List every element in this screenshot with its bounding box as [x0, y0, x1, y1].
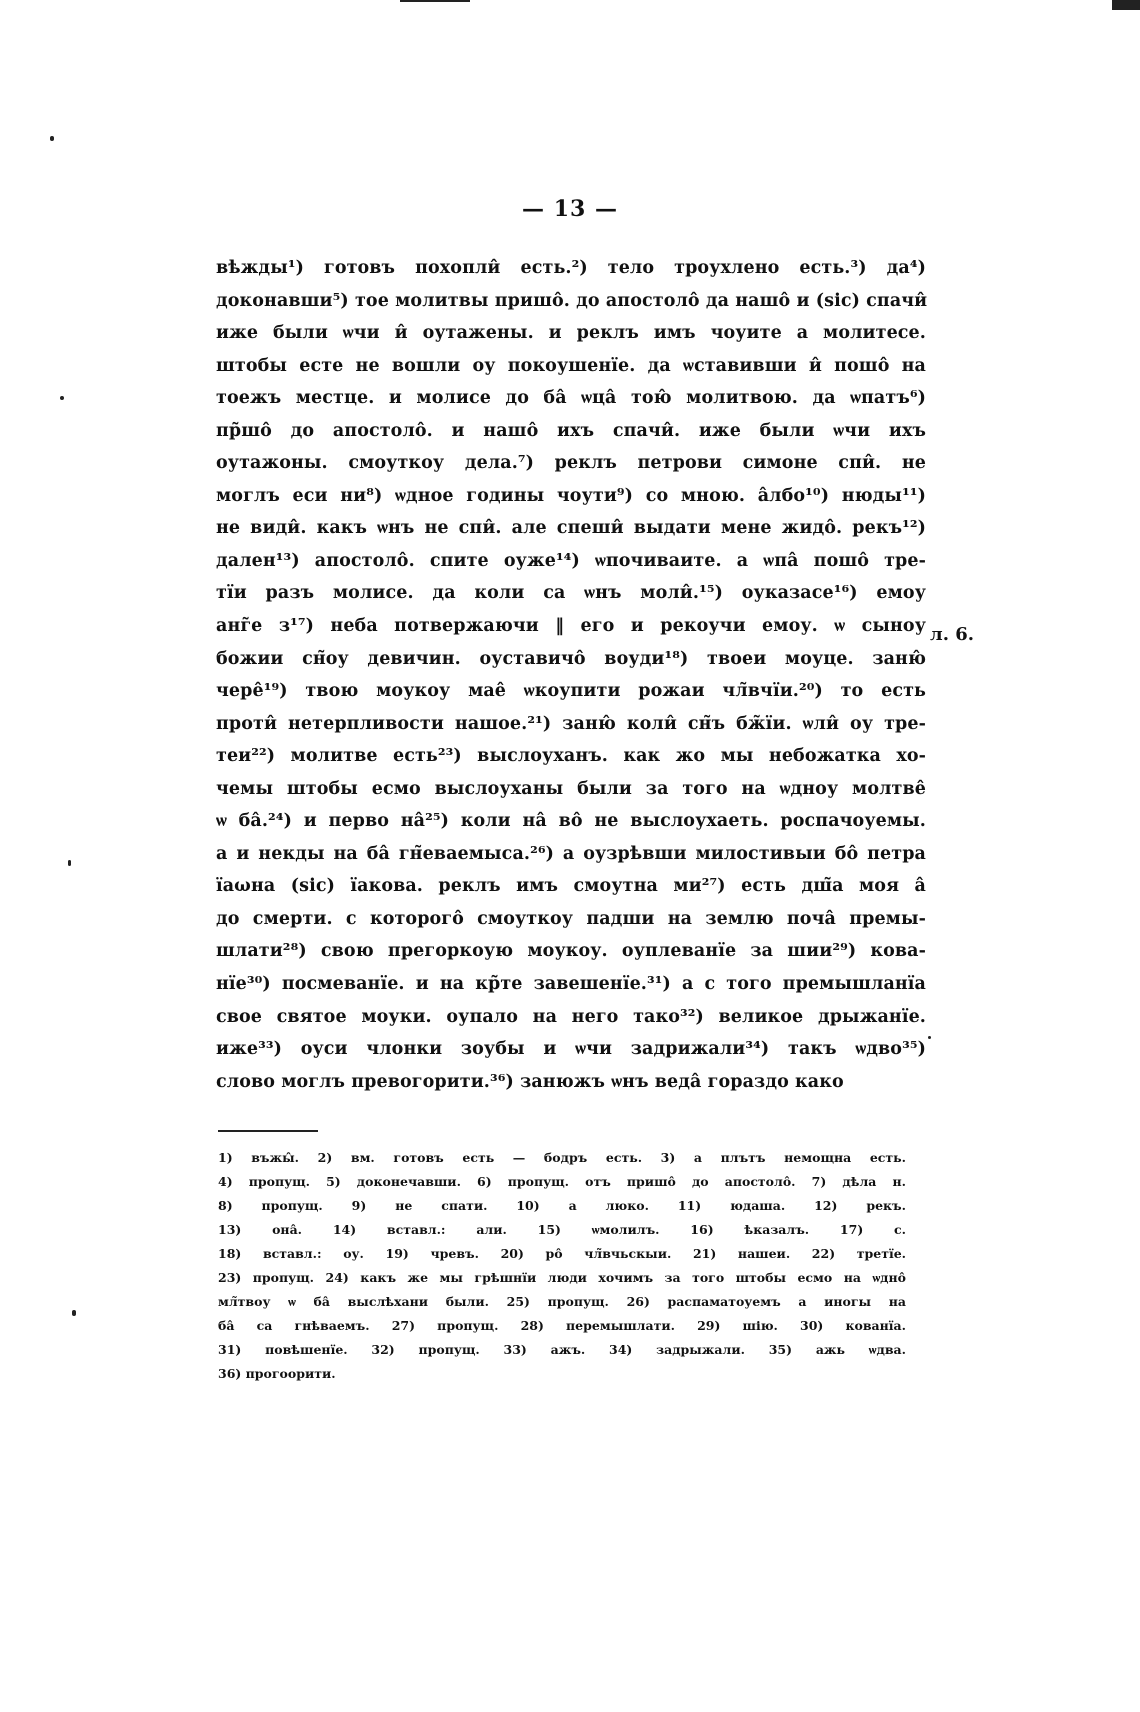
text-line: вѣжды¹) готовъ похопли̂ есть.²) тело троухлено есть.³) да⁴)	[216, 258, 926, 278]
footnote-line: 23) пропущ. 24) какъ же мы грѣшнїи люди хочимъ за того штобы есмо на ѡдно̂	[218, 1270, 906, 1285]
text-line: їаωна (sic) їакова. реклъ имъ смоутна ми²⁷) есть дш̃а моя а̂	[216, 876, 926, 897]
text-line: иже³³) оуси члонки зоубы и ѡчи задрижали³⁴) такъ ѡдво³⁵)	[216, 1039, 926, 1060]
footnote-line: мл̃твоу ѡ ба̂ выслѣхани были. 25) пропущ. 26) распаматоуемъ а иногы на	[218, 1294, 906, 1309]
page-number: — 13 —	[522, 196, 618, 222]
scan-speck	[60, 396, 64, 400]
text-line: моглъ еси ни⁸) ѡдное годины чоути⁹) со мною. а̂лбо¹⁰) нюды¹¹)	[216, 485, 926, 506]
footnote-line: 36) прогоорити.	[218, 1366, 336, 1381]
scan-edge-mark-top	[400, 0, 470, 2]
scan-speck	[50, 136, 54, 141]
footnote-line: 31) повѣшенїе. 32) пропущ. 33) ажъ. 34) задрыжали. 35) ажь ѡдва.	[218, 1342, 906, 1357]
footnote-line: 4) пропущ. 5) доконечавши. 6) пропущ. отъ пришо̂ до апостоло̂. 7) дѣла н.	[218, 1174, 906, 1189]
text-line: ѡ ба̂.²⁴) и перво на̂²⁵) коли на̂ во̂ не выслоухаеть. роспачоуемы.	[216, 811, 926, 832]
text-line: шлати²⁸) свою прегоркоую моукоу. оуплеванїе за шии²⁹) кова-	[216, 941, 926, 962]
text-line: иже были ѡчи и̂ оутажены. и реклъ имъ чоуите а молитесе.	[216, 323, 926, 344]
text-line: нїе³⁰) посмеванїе. и на кр̃те завешенїе.³¹) а с того премышланїа	[216, 974, 926, 995]
text-line: а и некды на ба̂ гн̃еваемыса.²⁶) а оузрѣвши милостивыи бо̂ петра	[216, 843, 926, 864]
main-text	[216, 252, 926, 1098]
text-line: дален¹³) апостоло̂. спите оуже¹⁴) ѡпочиваите. а ѡпа̂ пошо̂ тре-	[216, 550, 926, 571]
text-line: чере̂¹⁹) твою моукоу мае̂ ѡкоупити рожаи чл̃вчїи.²⁰) то есть	[216, 681, 926, 702]
text-line: не види̂. какъ ѡнъ не спи̂. але спеши̂ выдати мене жидо̂. рекъ¹²)	[216, 518, 926, 539]
footnote-line: 8) пропущ. 9) не спати. 10) а люко. 11) юдаша. 12) рекъ.	[218, 1198, 906, 1213]
footnote-line: 1) въжы̂. 2) вм. готовъ есть — бодръ есть. 3) а плътъ немощна есть.	[218, 1150, 906, 1165]
text-line: теи²²) молитве есть²³) выслоуханъ. как жо мы небожатка хо-	[216, 746, 926, 767]
footnote-line: 18) вставл.: оу. 19) чревъ. 20) ро̂ чл̃вчьскыи. 21) нашеи. 22) третїе.	[218, 1246, 906, 1261]
scan-edge-mark-corner	[1112, 0, 1140, 10]
text-line: чемы штобы есмо выслоуханы были за того на ѡдноу молтве̂	[216, 778, 926, 799]
text-line: божии сн̃оу девичин. оуставичо̂ воуди¹⁸) твоеи моуце. заню̂	[216, 648, 926, 669]
footnote-divider	[218, 1130, 318, 1132]
text-line: штобы есте не вошли оу покоушенїе. да ѡставивши и̂ пошо̂ на	[216, 355, 926, 376]
text-line: оутажоны. смоуткоу дела.⁷) реклъ петрови симоне спи̂. не	[216, 453, 926, 474]
text-line: слово моглъ превогорити.³⁶) занюжъ ѡнъ веда̂ гораздо како	[216, 1071, 844, 1092]
text-line: свое святое моуки. оупало на него тако³²) великое дрыжанїе.	[216, 1006, 926, 1027]
text-line: анг̃е з¹⁷) неба потвержаючи ‖ его и рекоучи емоу. ѡ сыноу	[216, 616, 926, 637]
text-line: пр̃шо̂ до апостоло̂. и нашо̂ ихъ спачи̂. иже были ѡчи ихъ	[216, 420, 926, 441]
text-line: проти̂ нетерпливости нашое.²¹) заню̂ коли̂ сн̃ъ бж̃їи. ѡли̂ оу тре-	[216, 713, 926, 734]
text-line: тоежъ местце. и молисе до ба̂ ѡца̂ тою̂ молитвою. да ѡпатъ⁶)	[216, 388, 926, 409]
margin-folio-note: л. 6.	[930, 624, 975, 645]
scan-speck	[72, 1310, 76, 1316]
text-line: тїи разъ молисе. да коли са ѡнъ моли̂.¹⁵) оуказасе¹⁶) емоу	[216, 583, 926, 604]
footnote-line: ба̂ са гнѣваемъ. 27) пропущ. 28) перемышлати. 29) шію. 30) кованїа.	[218, 1318, 906, 1333]
text-line: доконавши⁵) тое молитвы пришо̂. до апостоло̂ да нашо̂ и (sic) спачи̂	[216, 290, 928, 311]
scan-speck	[928, 1036, 931, 1039]
scan-speck	[68, 860, 71, 866]
footnote-line: 13) она̂. 14) вставл.: али. 15) ѡмолилъ. 16) ѣказалъ. 17) с.	[218, 1222, 906, 1237]
text-line: до смерти. с которого̂ смоуткоу падши на землю поча̂ премы-	[216, 908, 926, 929]
footnotes	[218, 1146, 906, 1386]
